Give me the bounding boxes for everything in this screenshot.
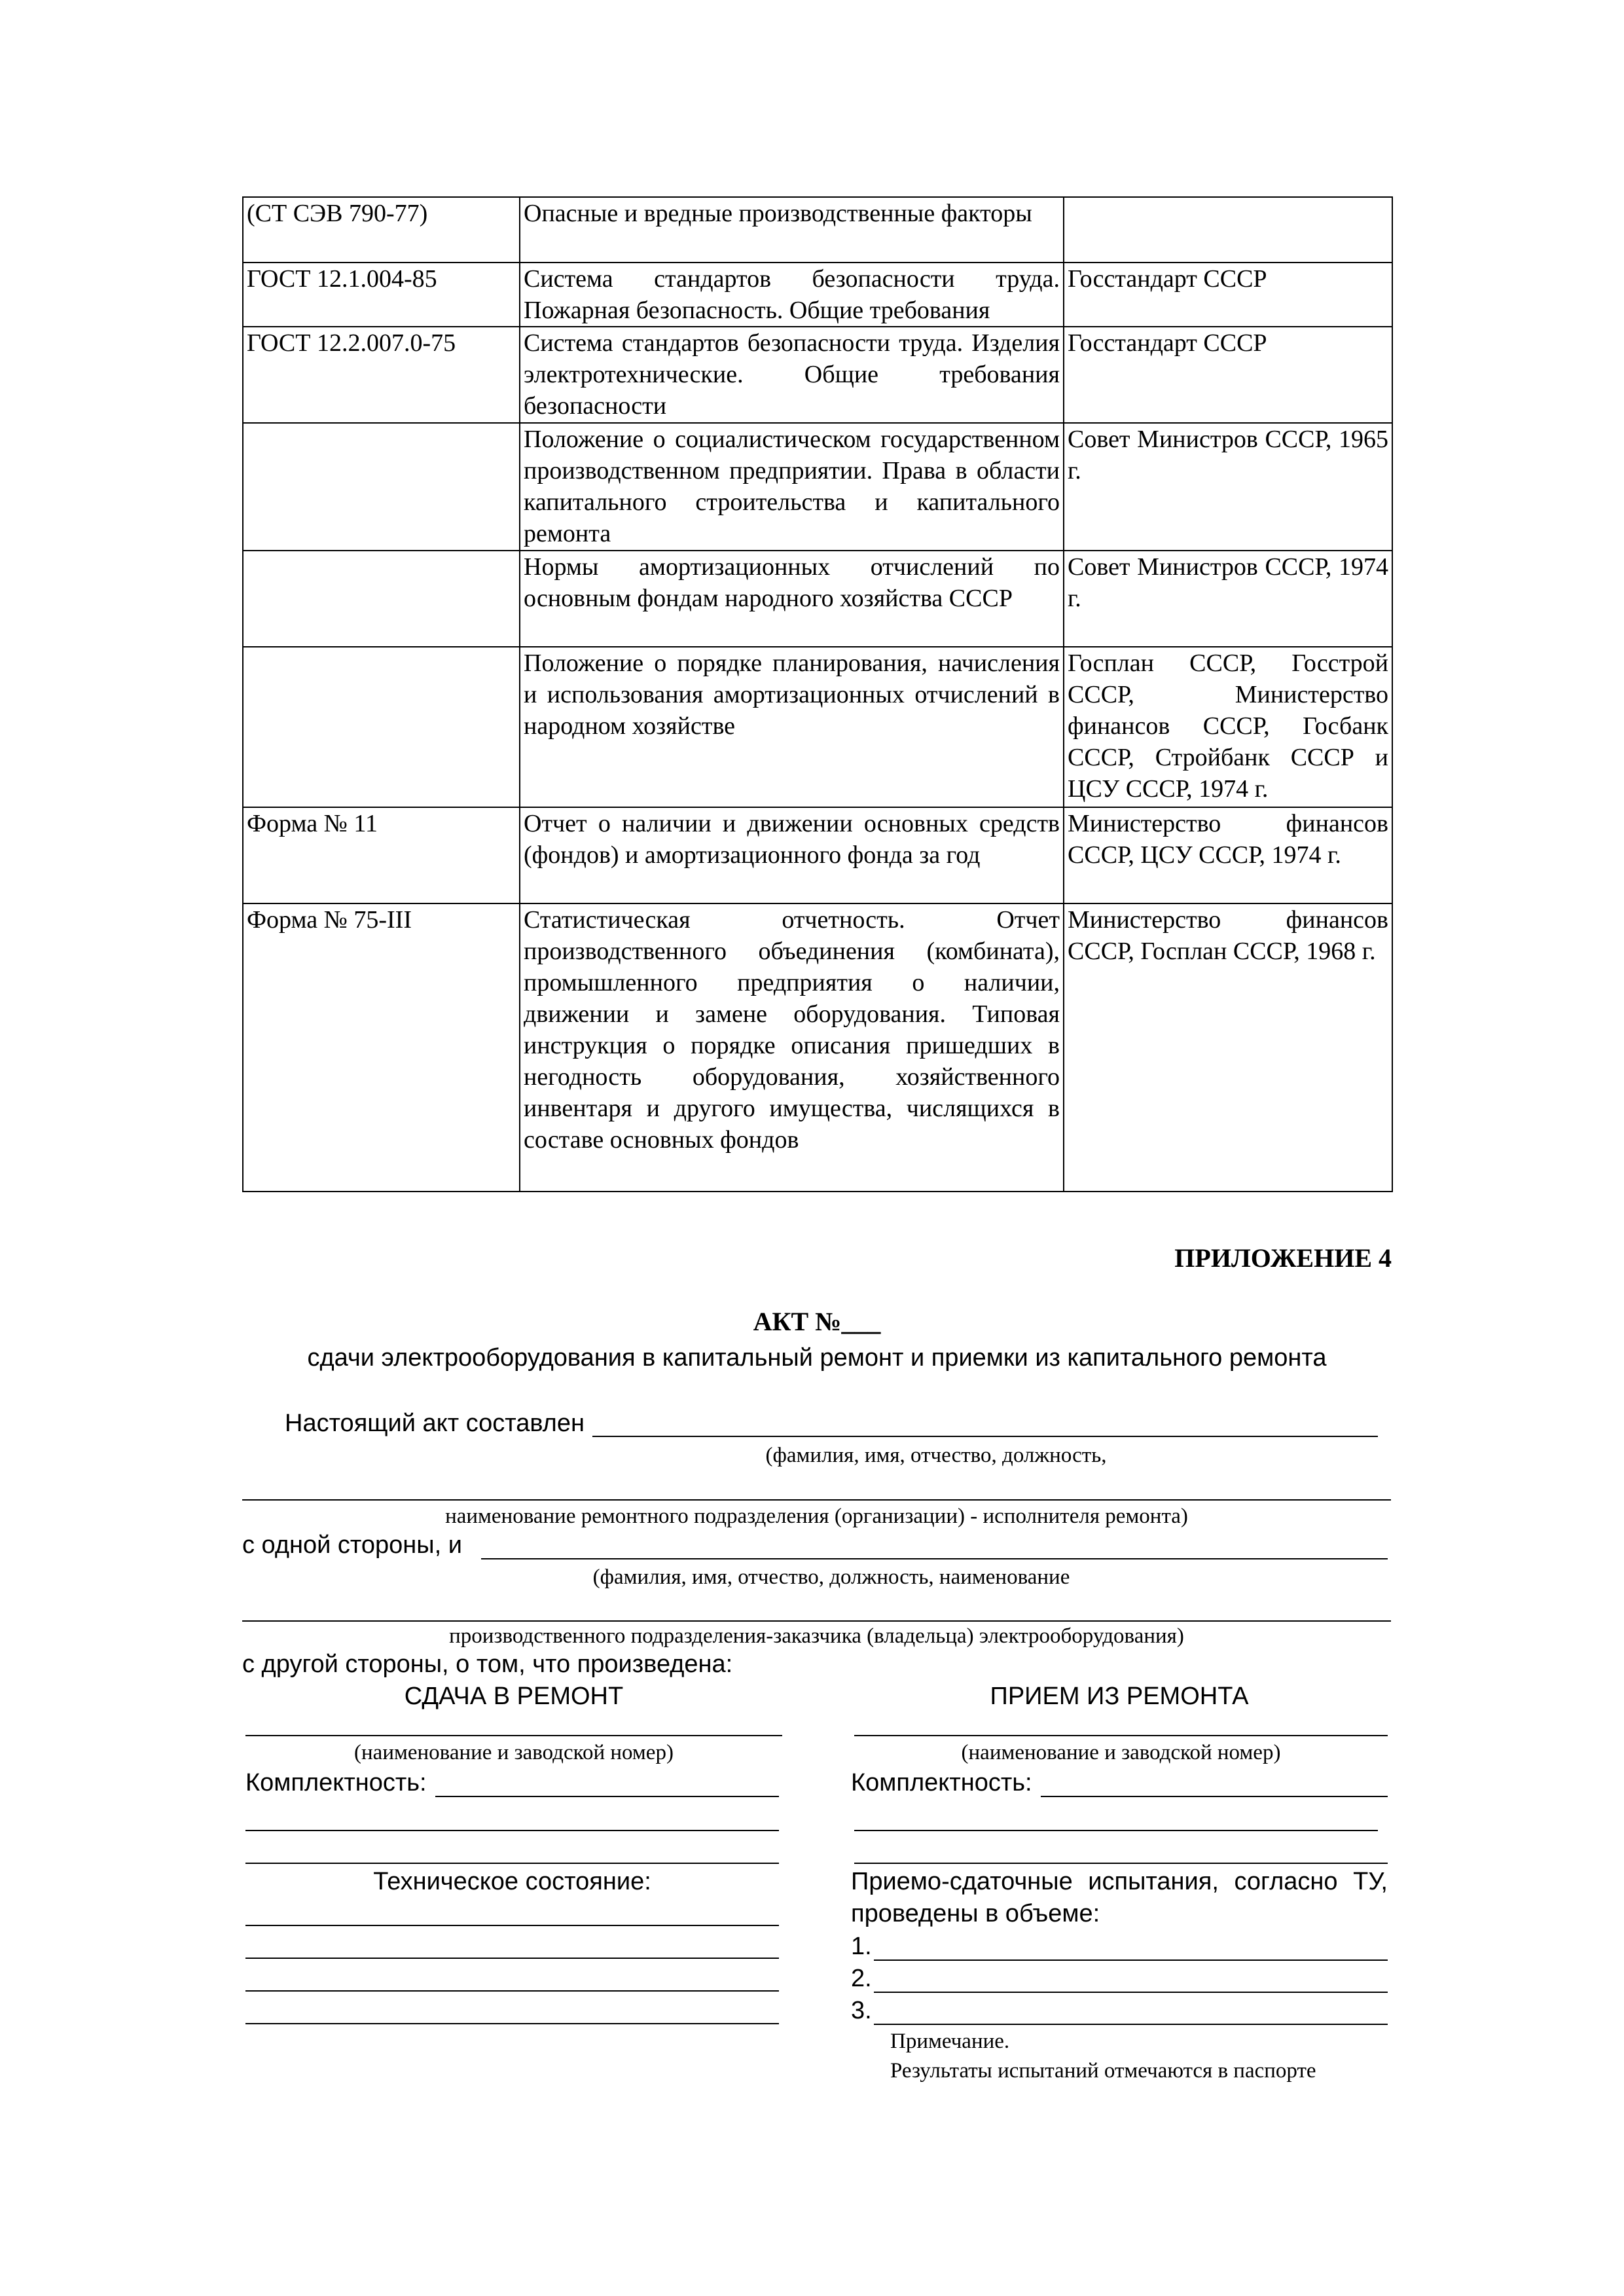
- other-side-label: с другой стороны, о том, что произведена:: [242, 1650, 733, 1678]
- equipment-name-field-right[interactable]: [854, 1735, 1388, 1736]
- doc-title: Положение о социалистическом государственном производственном предприятии. Права в области капитального строительства и капитального ремонта: [520, 423, 1064, 551]
- completeness-label-right: Комплектность:: [851, 1769, 1032, 1796]
- act-title: АКТ №___: [753, 1307, 881, 1336]
- doc-org: Министерство финансов СССР, Госплан СССР, 1968 г.: [1064, 903, 1392, 1192]
- equipment-caption-right: (наименование и заводской номер): [961, 1741, 1281, 1764]
- customer-org-caption: производственного подразделения-заказчика (владельца) электрооборудования): [449, 1624, 1184, 1648]
- repair-org-field[interactable]: [242, 1499, 1391, 1501]
- completeness-label-left: Комплектность:: [245, 1769, 427, 1796]
- customer-org-field[interactable]: [242, 1620, 1391, 1622]
- note-label: Примечание.: [890, 2030, 1010, 2053]
- repair-org-caption: наименование ремонтного подразделения (организации) - исполнителя ремонта): [445, 1504, 1188, 1528]
- tech-state-field-3[interactable]: [245, 1990, 779, 1992]
- doc-title: Статистическая отчетность. Отчет производственного объединения (комбината), промышленного предприятия о наличии, движении и замене оборудования. Типовая инструкция о порядке описания пришедших в негодность оборудования, хозяйственного инвентаря и другого имущества, числящихся в составе основных фондов: [520, 903, 1064, 1192]
- doc-code: Форма № 11: [243, 807, 520, 903]
- doc-org: Совет Министров СССР, 1965 г.: [1064, 423, 1392, 551]
- act-subtitle: сдачи электрооборудования в капитальный ремонт и приемки из капитального ремонта: [307, 1344, 1327, 1372]
- doc-code: [243, 551, 520, 647]
- table-row: [243, 263, 1392, 327]
- doc-title: Система стандартов безопасности труда. Пожарная безопасность. Общие требования: [520, 263, 1064, 327]
- equipment-name-field-left[interactable]: [245, 1735, 782, 1736]
- doc-org: Совет Министров СССР, 1974 г.: [1064, 551, 1392, 647]
- doc-code: ГОСТ 12.1.004-85: [243, 263, 520, 327]
- compiled-by-field[interactable]: [592, 1436, 1378, 1437]
- doc-title: Система стандартов безопасности труда. Изделия электротехнические. Общие требования безопасности: [520, 327, 1064, 423]
- test-item-3-field[interactable]: [874, 2024, 1388, 2025]
- tech-state-label: Техническое состояние:: [373, 1868, 651, 1895]
- one-side-label: с одной стороны, и: [242, 1531, 462, 1559]
- table-row: [243, 551, 1392, 647]
- test-item-3-label: 3.: [851, 1997, 872, 2024]
- test-item-1-field[interactable]: [874, 1959, 1388, 1961]
- doc-title: Отчет о наличии и движении основных средств (фондов) и амортизационного фонда за год: [520, 807, 1064, 903]
- doc-code: (СТ СЭВ 790-77): [243, 197, 520, 263]
- table-row: [243, 903, 1392, 1192]
- fio-caption-2: (фамилия, имя, отчество, должность, наименование: [592, 1565, 1070, 1589]
- references-table: [242, 196, 1393, 1192]
- tech-state-field-1[interactable]: [245, 1925, 779, 1926]
- handover-heading: СДАЧА В РЕМОНТ: [404, 1683, 624, 1710]
- completeness-field-left[interactable]: [435, 1796, 779, 1797]
- doc-org: Министерство финансов СССР, ЦСУ СССР, 1974 г.: [1064, 807, 1392, 903]
- doc-org: Госплан СССР, Госстрой СССР, Министерство финансов СССР, Госбанк СССР, Стройбанк СССР и ЦСУ СССР, 1974 г.: [1064, 647, 1392, 807]
- doc-title: Нормы амортизационных отчислений по основным фондам народного хозяйства СССР: [520, 551, 1064, 647]
- doc-org: Госстандарт СССР: [1064, 263, 1392, 327]
- doc-code: [243, 647, 520, 807]
- table-row: [243, 807, 1392, 903]
- test-item-2-label: 2.: [851, 1965, 872, 1992]
- doc-org: Госстандарт СССР: [1064, 327, 1392, 423]
- fio-caption-1: (фамилия, имя, отчество, должность,: [765, 1444, 1107, 1467]
- doc-title: Положение о порядке планирования, начисления и использования амортизационных отчислений в народном хозяйстве: [520, 647, 1064, 807]
- table-row: [243, 647, 1392, 807]
- equipment-caption-left: (наименование и заводской номер): [354, 1741, 674, 1764]
- table-row: [243, 327, 1392, 423]
- compiled-by-label: Настоящий акт составлен: [285, 1410, 585, 1437]
- tests-label-line1: Приемо-сдаточные испытания, согласно ТУ,: [851, 1868, 1388, 1895]
- completeness-extra-left-2[interactable]: [245, 1863, 779, 1864]
- doc-org: [1064, 197, 1392, 263]
- completeness-extra-right-2[interactable]: [854, 1863, 1388, 1864]
- appendix-label: ПРИЛОЖЕНИЕ 4: [1174, 1243, 1392, 1273]
- table-row: [243, 197, 1392, 263]
- customer-field[interactable]: [481, 1558, 1388, 1559]
- acceptance-heading: ПРИЕМ ИЗ РЕМОНТА: [990, 1683, 1249, 1710]
- table-row: [243, 423, 1392, 551]
- tests-label-line2: проведены в объеме:: [851, 1900, 1100, 1927]
- note-text: Результаты испытаний отмечаются в паспорте: [890, 2059, 1316, 2083]
- completeness-extra-left-1[interactable]: [245, 1830, 779, 1831]
- doc-code: ГОСТ 12.2.007.0-75: [243, 327, 520, 423]
- tech-state-field-4[interactable]: [245, 2023, 779, 2024]
- doc-code: [243, 423, 520, 551]
- completeness-field-right[interactable]: [1041, 1796, 1388, 1797]
- doc-title: Опасные и вредные производственные факторы: [520, 197, 1064, 263]
- doc-code: Форма № 75-III: [243, 903, 520, 1192]
- completeness-extra-right-1[interactable]: [854, 1830, 1378, 1831]
- test-item-2-field[interactable]: [874, 1992, 1388, 1993]
- test-item-1-label: 1.: [851, 1933, 872, 1960]
- tech-state-field-2[interactable]: [245, 1958, 779, 1959]
